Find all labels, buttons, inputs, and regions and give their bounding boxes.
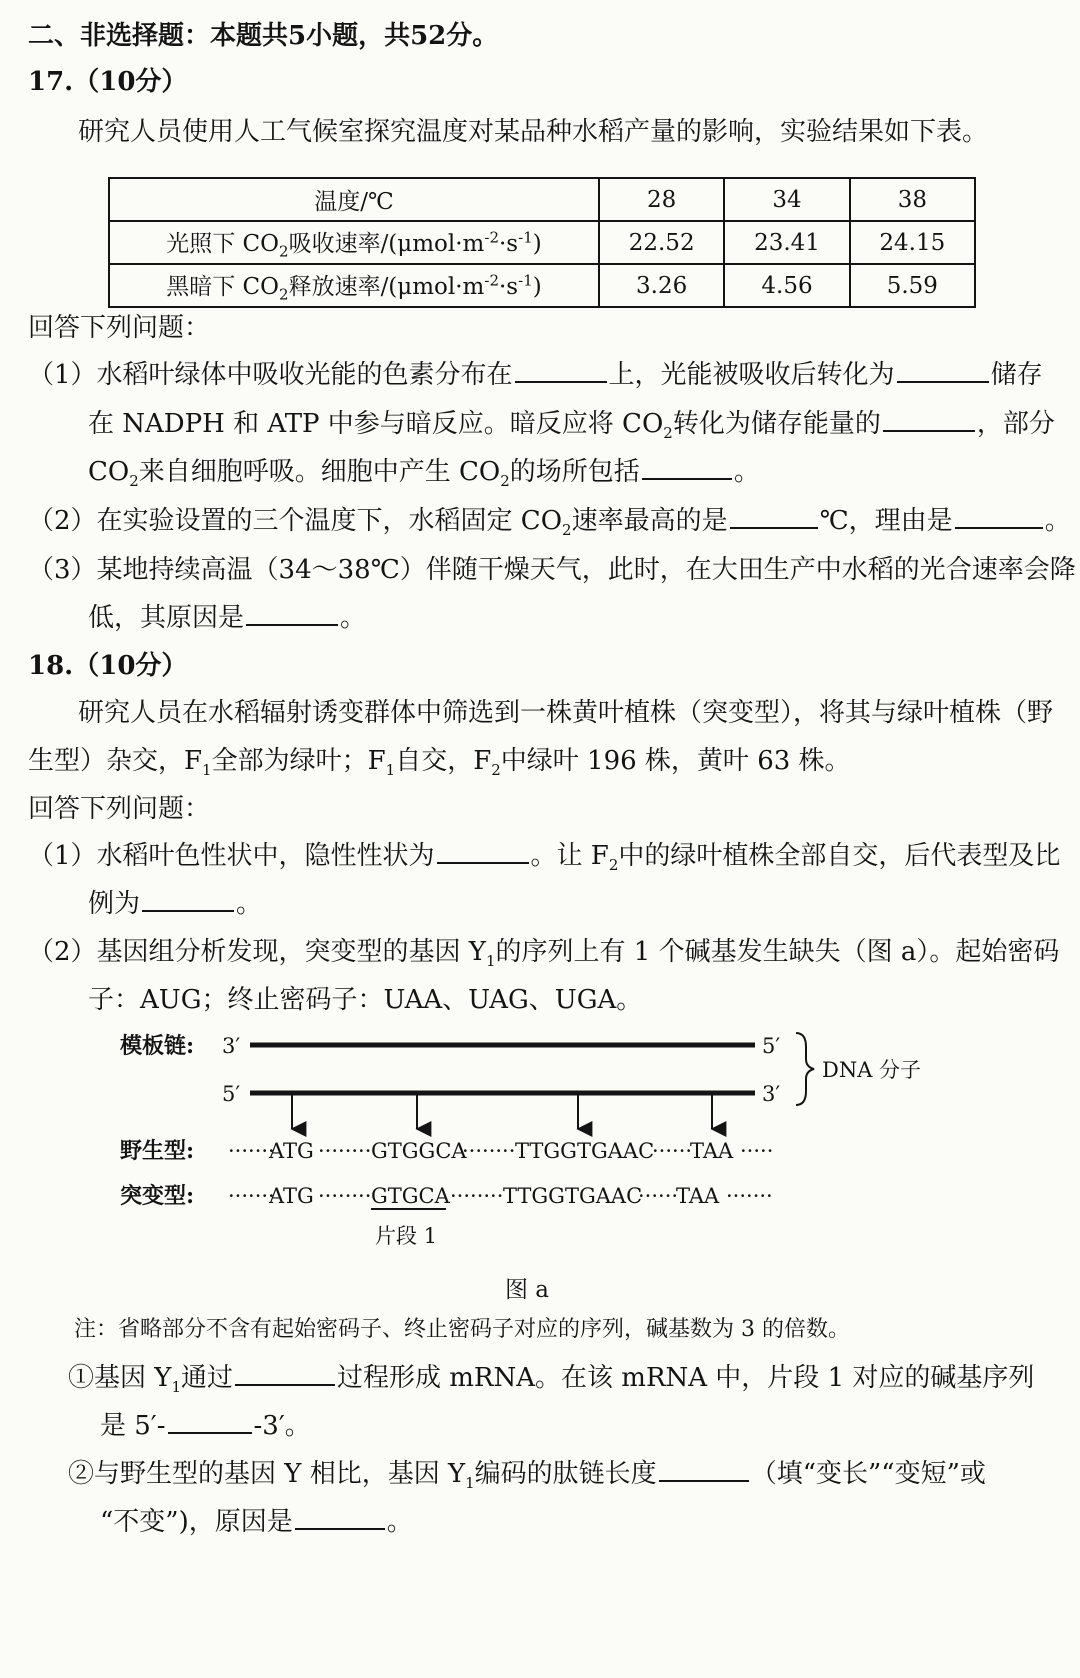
table-header-38: 38 (850, 178, 975, 221)
mutant-sequence (228, 1184, 773, 1209)
q17-number: 17.（10分） (28, 67, 188, 97)
section-header: 二、非选择题：本题共5小题，共52分。 (28, 21, 499, 51)
table-header-34: 34 (724, 178, 849, 221)
mutant-codon: ATG (269, 1184, 314, 1208)
answer-blank[interactable] (437, 838, 529, 864)
q17-part3-line2: 低，其原因是 。 (88, 600, 366, 636)
answer-blank[interactable] (730, 503, 818, 529)
dots: ······ (652, 1139, 693, 1163)
answer-blank[interactable] (295, 1504, 385, 1530)
figure-a-dna-diagram (0, 1025, 1080, 1305)
answer-blank[interactable] (955, 503, 1043, 529)
dots: ······· (228, 1139, 275, 1163)
q17-part1-line1: （1）水稻叶绿体中吸收光能的色素分布在 上，光能被吸收后转化为 储存 (28, 357, 1043, 393)
fragment-1-label: 片段 1 (375, 1224, 438, 1248)
top-strand-left-end: 3′ (222, 1034, 241, 1058)
bottom-strand-left-end: 5′ (222, 1082, 241, 1106)
q18-part1-line1: （1）水稻叶色性状中，隐性性状为 。让 $F_2$中的绿叶植株全部自交，后代表型及比 (28, 838, 1060, 883)
table-cell: 5.59 (850, 264, 975, 307)
dna-molecule-label: DNA 分子 (822, 1058, 922, 1082)
q17-part3-line1: （3）某地持续高温（34～38℃）伴随干燥天气，此时，在大田生产中水稻的光合速率会降 (28, 555, 1076, 585)
answer-blank[interactable] (142, 886, 234, 912)
q18-sub1-line2: 是 5′- -3′。 (100, 1408, 311, 1444)
top-strand-right-end: 5′ (762, 1034, 781, 1058)
table-cell: 3.26 (599, 264, 724, 307)
table-cell: 24.15 (850, 221, 975, 264)
figure-note: 注：省略部分不含有起始密码子、终止密码子对应的序列，碱基数为 3 的倍数。 (74, 1317, 850, 1342)
answer-blank[interactable] (642, 454, 732, 480)
answer-blank[interactable] (659, 1456, 749, 1482)
q18-sub2-line2: “不变”)，原因是 。 (100, 1504, 413, 1540)
answer-blank[interactable] (168, 1408, 252, 1434)
table-row-dark (109, 264, 975, 307)
table-cell: 22.52 (599, 221, 724, 264)
q18-part2-line2: 子：AUG；终止密码子：UAA、UAG、UGA。 (88, 985, 643, 1015)
dots: ····· (740, 1139, 774, 1163)
q17-part1-line3: $CO_2$来自细胞呼吸。细胞中产生 $CO_2$的场所包括 。 (88, 454, 760, 499)
figure-caption: 图 a (505, 1277, 550, 1303)
dots: ······· (726, 1184, 773, 1208)
answer-blank[interactable] (246, 600, 338, 626)
table-cell: 4.56 (724, 264, 849, 307)
dna-brace (796, 1033, 814, 1105)
answer-blank[interactable] (515, 357, 607, 383)
wild-type-sequence (228, 1139, 773, 1163)
q18-sub1-line1: ①基因 $Y_1$通过 过程形成 mRNA。在该 mRNA 中，片段 1 对应的碱基序列 (68, 1360, 1034, 1405)
q17-intro: 研究人员使用人工气候室探究温度对某品种水稻产量的影响，实验结果如下表。 (78, 117, 989, 147)
answer-blank[interactable] (897, 357, 989, 383)
q17-results-table (108, 177, 976, 308)
q17-part1-line2: 在 NADPH 和 ATP 中参与暗反应。暗反应将 $CO_2$转化为储存能量的 ，部分 (88, 406, 1055, 451)
table-cell: 23.41 (724, 221, 849, 264)
mutant-label: 突变型: (120, 1183, 195, 1209)
dots: ······· (228, 1184, 275, 1208)
q18-intro-line2: 生型）杂交，$F_1$全部为绿叶；$F_1$自交，$F_2$中绿叶 196 株，黄叶 63 株。 (28, 746, 851, 780)
wild-type-label: 野生型: (120, 1138, 195, 1164)
q18-intro-line1: 研究人员在水稻辐射诱变群体中筛选到一株黄叶植株（突变型），将其与绿叶植株（野 (78, 698, 1054, 728)
row-label-dark: 黑暗下 $CO_2$释放速率$/(\mu mol\cdot m^{-2}\cdot s^{-1})$ (109, 264, 599, 307)
table-row-light (109, 221, 975, 264)
q17-part2: （2）在实验设置的三个温度下，水稻固定 $CO_2$速率最高的是 ℃，理由是 。 (28, 503, 1071, 548)
mutant-stop-codon: TAA (676, 1184, 720, 1208)
q18-answer-prompt: 回答下列问题： (28, 794, 211, 824)
q18-sub2-line1: ②与野生型的基因 Y 相比，基因 $Y_1$编码的肽链长度 （填“变长”“变短”或 (68, 1456, 986, 1501)
wild-segment: TTGGTGAAC (515, 1139, 655, 1163)
q18-part1-line2: 例为 。 (88, 886, 262, 922)
table-header-28: 28 (599, 178, 724, 221)
mutant-fragment-1: GTGCA (371, 1184, 450, 1208)
wild-stop-codon: TAA (690, 1139, 734, 1163)
dots: ········ (450, 1184, 504, 1208)
wild-segment: GTGGCA (371, 1139, 467, 1163)
wild-codon: ATG (269, 1139, 314, 1163)
mutant-segment: TTGGTGAAC (503, 1184, 643, 1208)
template-strand-label: 模板链: (120, 1033, 195, 1059)
q18-part2-line1: （2）基因组分析发现，突变型的基因 $Y_1$的序列上有 1 个碱基发生缺失（图 a）。起始密码 (28, 937, 1060, 971)
dots: ······ (638, 1184, 679, 1208)
q17-answer-prompt: 回答下列问题： (28, 313, 211, 343)
row-label-light: 光照下 $CO_2$吸收速率$/(\mu mol\cdot m^{-2}\cdot s^{-1})$ (109, 221, 599, 264)
table-header-temp: 温度/℃ (109, 178, 599, 221)
dots: ········ (462, 1139, 516, 1163)
dots: ········ (318, 1184, 372, 1208)
bottom-strand-right-end: 3′ (762, 1082, 781, 1106)
answer-blank[interactable] (235, 1360, 335, 1386)
table-header-row (109, 178, 975, 221)
answer-blank[interactable] (883, 406, 975, 432)
dots: ········ (318, 1139, 372, 1163)
q18-number: 18.（10分） (28, 651, 188, 681)
